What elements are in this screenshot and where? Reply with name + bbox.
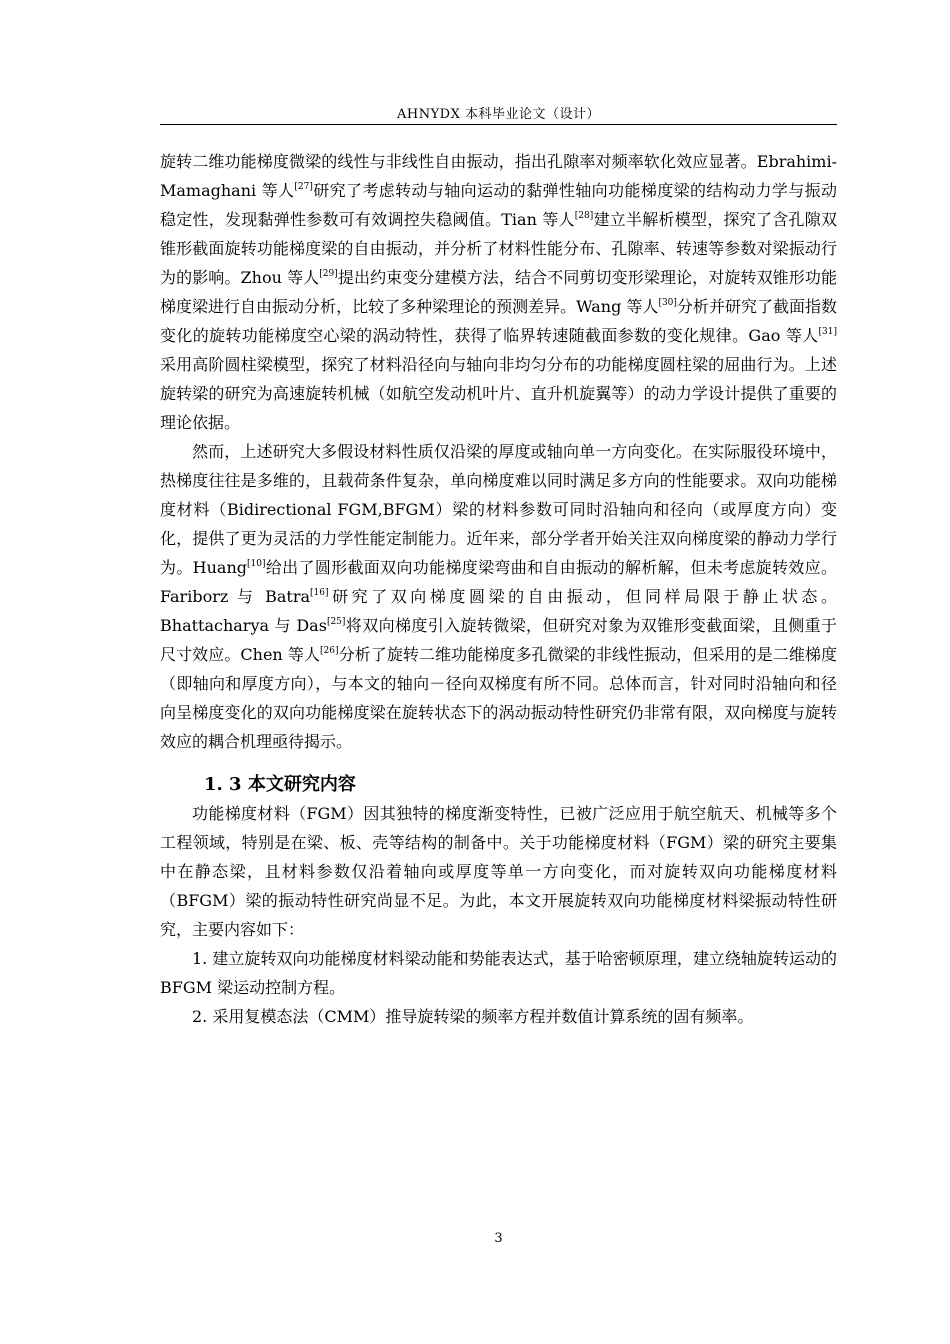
list-item: 1. 建立旋转双向功能梯度材料梁动能和势能表达式，基于哈密顿原理，建立绕轴旋转运动的 BFGM 梁运动控制方程。 [160, 949, 837, 997]
paragraph-bidirectional-fgm: 然而，上述研究大多假设材料性质仅沿梁的厚度或轴向单一方向变化。在实际服役环境中，热梯度往往是多维的，且载荷条件复杂，单向梯度难以同时满足多方向的性能要求。双向功能梯度材料（Bidirectional FGM,BFGM）梁的材料参数可同时沿轴向和径向（或厚度方向）变化，提供了更为灵活的力学性能定制能力。近年来，部分学者开始关注双向梯度梁的静动力学行为。Huang[10]给出了圆形截面双向功能梯度梁弯曲和自由振动的解析解，但未考虑旋转效应。Fariborz 与 Batra[16]研究了双向梯度圆梁的自由振动，但同样局限于静止状态。Bhattacharya 与 Das[25]将双向梯度引入旋转微梁，但研究对象为双锥形变截面梁，且侧重于尺寸效应。Chen 等人[26]分析了旋转二维功能梯度多孔微梁的非线性振动，但采用的是二维梯度（即轴向和厚度方向），与本文的轴向－径向双梯度有所不同。总体而言，针对同时沿轴向和径向呈梯度变化的双向功能梯度梁在旋转状态下的涡动振动特性研究仍非常有限，双向梯度与旋转效应的耦合机理亟待揭示。 [160, 442, 837, 751]
citation: [16] [310, 588, 329, 598]
body-text [160, 147, 837, 1031]
paragraph-research-content: 功能梯度材料（FGM）因其独特的梯度渐变特性，已被广泛应用于航空航天、机械等多个工程领域，特别是在梁、板、壳等结构的制备中。关于功能梯度材料（FGM）梁的研究主要集中在静态梁，且材料参数仅沿着轴向或厚度等单一方向变化，而对旋转双向功能梯度材料（BFGM）梁的振动特性研究尚显不足。为此，本文开展旋转双向功能梯度材料梁振动特性研究，主要内容如下： [160, 804, 837, 939]
section-heading: 1. 3 本文研究内容 [204, 774, 356, 795]
paragraph-rotating-beams: 旋转二维功能梯度微梁的线性与非线性自由振动，指出孔隙率对频率软化效应显著。Ebrahimi-Mamaghani 等人[27]研究了考虑转动与轴向运动的黏弹性轴向功能梯度梁的结构动力学与振动稳定性，发现黏弹性参数可有效调控失稳阈值。Tian 等人[28]建立半解析模型，探究了含孔隙双锥形截面旋转功能梯度梁的自由振动，并分析了材料性能分布、孔隙率、转速等参数对梁振动行为的影响。Zhou 等人[29]提出约束变分建模方法，结合不同剪切变形梁理论，对旋转双锥形功能梯度梁进行自由振动分析，比较了多种梁理论的预测差异。Wang 等人[30]分析并研究了截面指数变化的旋转功能梯度空心梁的涡动特性，获得了临界转速随截面参数的变化规律。Gao 等人[31]采用高阶圆柱梁模型，探究了材料沿径向与轴向非均匀分布的功能梯度圆柱梁的屈曲行为。上述旋转梁的研究为高速旋转机械（如航空发动机叶片、直升机旋翼等）的动力学设计提供了重要的理论依据。 [160, 152, 837, 432]
citation: [31] [818, 327, 837, 337]
citation: [10] [247, 559, 266, 569]
running-header: AHNYDX 本科毕业论文（设计） [397, 107, 600, 122]
list-item: 2. 采用复模态法（CMM）推导旋转梁的频率方程并数值计算系统的固有频率。 [192, 1007, 754, 1026]
citation: [25] [326, 617, 346, 627]
citation: [28] [574, 211, 594, 221]
citation: [30] [658, 298, 677, 308]
citation: [27] [294, 182, 313, 192]
citation: [26] [320, 646, 339, 656]
citation: [29] [319, 269, 338, 279]
page-number: 3 [494, 1231, 503, 1246]
header-rule [160, 124, 837, 125]
